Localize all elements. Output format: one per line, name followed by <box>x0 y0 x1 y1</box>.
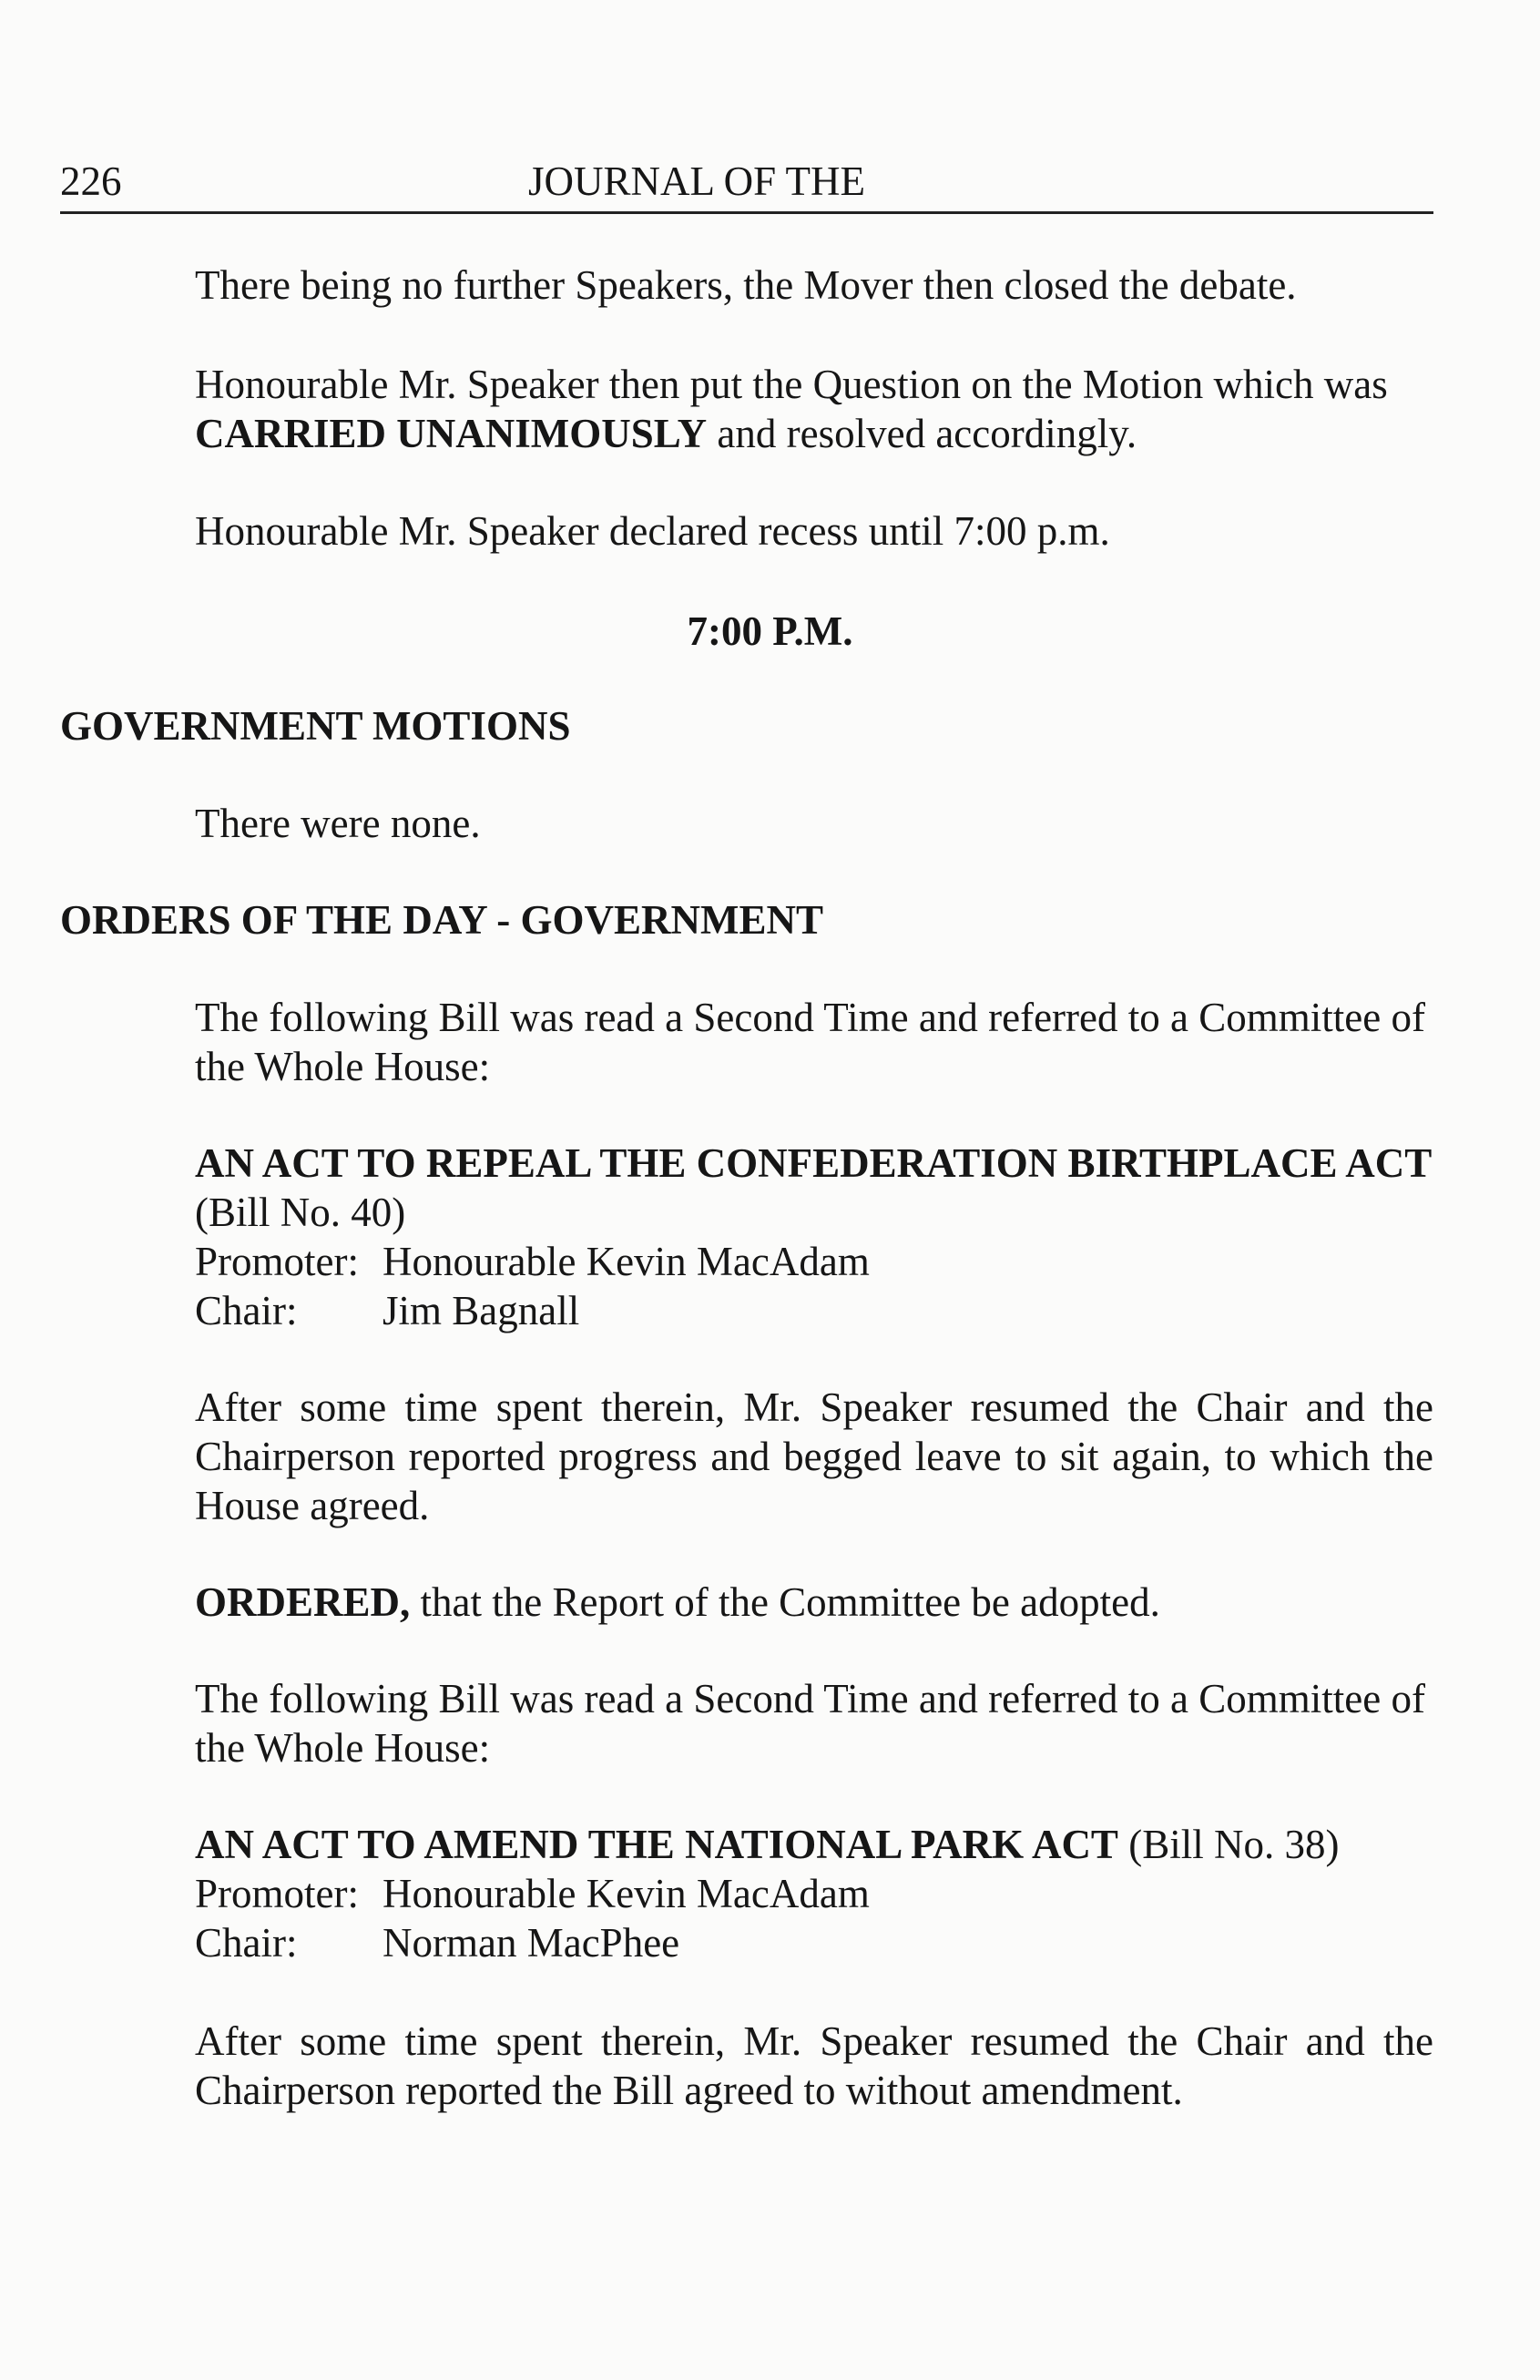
ordered-label: ORDERED, <box>195 1579 411 1625</box>
promoter-label: Promoter: <box>195 1871 359 1916</box>
bill1-title: AN ACT TO REPEAL THE CONFEDERATION BIRTHPLACE ACT <box>195 1140 1433 1186</box>
bill1-chair-row <box>195 1286 1433 1335</box>
bill1-block <box>195 1139 1433 1335</box>
heading-government-motions: GOVERNMENT MOTIONS <box>60 703 571 749</box>
paragraph-bill2-intro: The following Bill was read a Second Time and referred to a Committee of the Whole House: <box>195 1676 1425 1771</box>
journal-title: JOURNAL OF THE <box>527 158 866 204</box>
chair-label: Chair: <box>195 1920 298 1966</box>
page-header <box>60 157 1433 214</box>
bill2-block <box>195 1820 1433 1967</box>
paragraph-question-carried <box>195 360 1433 458</box>
bill2-chair-row <box>195 1918 1433 1967</box>
paragraph-bill1-progress: After some time spent therein, Mr. Speaker resumed the Chair and the Chairperson reported progress and begged leave to sit again, to which the House agreed. <box>195 1384 1433 1528</box>
paragraph-bill1-intro: The following Bill was read a Second Time and referred to a Committee of the Whole House: <box>195 995 1425 1089</box>
paragraph-debate-closed: There being no further Speakers, the Mover then closed the debate. <box>195 262 1297 308</box>
question-text: Honourable Mr. Speaker then put the Question on the Motion which was <box>195 362 1388 407</box>
bill2-title-row <box>195 1820 1433 1869</box>
bill2-title: AN ACT TO AMEND THE NATIONAL PARK ACT <box>195 1822 1118 1867</box>
bill2-promoter-row <box>195 1869 1433 1918</box>
carried-unanimously: CARRIED UNANIMOUSLY <box>195 411 708 456</box>
promoter-label: Promoter: <box>195 1239 359 1284</box>
promoter-name: Honourable Kevin MacAdam <box>382 1239 870 1284</box>
paragraph-none: There were none. <box>195 801 481 846</box>
chair-label: Chair: <box>195 1288 298 1333</box>
bill1-number: (Bill No. 40) <box>195 1190 406 1235</box>
promoter-name: Honourable Kevin MacAdam <box>382 1871 870 1916</box>
time-heading: 7:00 P.M. <box>687 608 853 654</box>
bill2-number: (Bill No. 38) <box>1117 1822 1340 1867</box>
chair-name: Norman MacPhee <box>382 1920 680 1966</box>
paragraph-recess: Honourable Mr. Speaker declared recess until 7:00 p.m. <box>195 508 1110 554</box>
page-number: 226 <box>60 158 122 204</box>
bill1-promoter-row <box>195 1237 1433 1286</box>
heading-orders-of-the-day: ORDERS OF THE DAY - GOVERNMENT <box>60 897 824 943</box>
question-text-end: and resolved accordingly. <box>707 411 1137 456</box>
paragraph-bill2-reported: After some time spent therein, Mr. Speaker resumed the Chair and the Chairperson reported the Bill agreed to without amendment. <box>195 2018 1433 2113</box>
paragraph-ordered <box>195 1578 1433 1627</box>
chair-name: Jim Bagnall <box>382 1288 580 1333</box>
ordered-text: that the Report of the Committee be adopted. <box>410 1579 1160 1625</box>
